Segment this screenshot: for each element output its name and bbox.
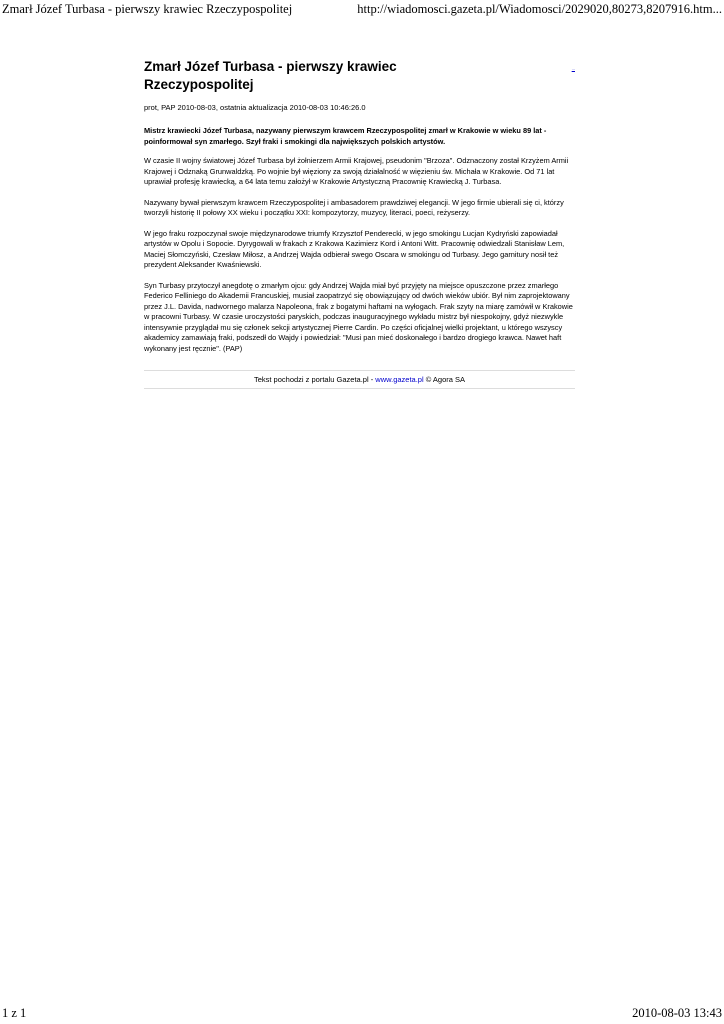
print-link[interactable]: ... [571,66,575,71]
article-paragraph-2: Nazywany bywał pierwszym krawcem Rzeczypospolitej i ambasadorem prawdziwej elegancji. W jego firmie ubierali się ci, którzy tworzyli historię II połowy XX wieku i początku XXI: kompozytorzy, muzycy, literaci, poeci, reżyserzy. [144,197,564,217]
article-paragraph-3: W jego fraku rozpoczynał swoje międzynarodowe triumfy Krzysztof Penderecki, w jego smokingu Lucjan Kydryński zapowiadał artystów w Opolu i Sopocie. Dyrygowali w frakach z Krakowa Kazimierz Kord i Antoni Witt. Pracownię odwiedzali Stanisław Lem, Maciej Słomczyński, Czesław Miłosz, a Andrzej Wajda odbierał swego Oscara w smokingu od Turbasy. Jego garnitury nosił też prezydent Aleksander Kwaśniewski. [144,228,565,269]
article-meta: prot, PAP 2010-08-03, ostatnia aktualizacja 2010-08-03 10:46:26.0 [144,103,366,112]
article [144,58,575,389]
print-datetime: 2010-08-03 13:43 [632,1006,722,1020]
article-paragraph-4: Syn Turbasy przytoczył anegdotę o zmarłym ojcu: gdy Andrzej Wajda miał być przyjęty na miejsce opuszczone przez zmarłego Federico Felliniego do Akademii Francuskiej, musiał zaopatrzyć się obowiązujący od dwóch wieków ubiór. Był nim zaprojektowany przez J.L. Davida, nadwornego malarza Napoleona, frak z bogatymi haftami na wyłogach. Frak szyty na miarę zamówił w Krakowie w pracowni Turbasy. W czasie uroczystości paryskich, podczas inauguracyjnego wykładu mistrz był niespokojny, gdyż niezwykle intensywnie przyglądał mu się członek sekcji artystycznej Pierre Cardin. Po części oficjalnej wielki projektant, u którego wszyscy akademicy zamawiają fraki, podszedł do Wajdy i powiedział: "Musi pan mieć doskonałego i bardzo drogiego krawca. Nawet haft wykonany jest ręcznie". (PAP) [144,280,573,353]
source-suffix: © Agora SA [423,375,466,384]
print-header [0,0,724,20]
article-lead: Mistrz krawiecki Józef Turbasa, nazywany pierwszym krawcem Rzeczypospolitej zmarł w Krakowie w wieku 89 lat - poinformował syn zmarłego. Szył fraki i smokingi dla największych polskich artystów. [144,126,547,146]
page-count: 1 z 1 [2,1006,27,1020]
source-prefix: Tekst pochodzi z portalu Gazeta.pl - [253,375,376,384]
print-url: http://wiadomosci.gazeta.pl/Wiadomosci/2029020,80273,8207916.htm... [357,2,722,16]
gazeta-link[interactable]: www.gazeta.pl [375,375,424,384]
source-credit [144,370,575,389]
print-page-title: Zmarł Józef Turbasa - pierwszy krawiec Rzeczypospolitej [2,2,293,16]
print-footer [0,1004,724,1024]
article-paragraph-1: W czasie II wojny światowej Józef Turbasa był żołnierzem Armii Krajowej, pseudonim "Brzoza". Odznaczony został Krzyżem Armii Krajowej i Odznaką Grunwaldzką. Po wojnie był więziony za swoją działalność w więzieniu św. Michała w Krakowie. Od 71 lat uprawiał profesję krawiecką, a 64 lata temu założył w Krakowie Artystyczną Pracownię Krawiecką J. Turbasa. [144,156,569,186]
article-title: Zmarł Józef Turbasa - pierwszy krawiec Rzeczypospolitej [144,59,397,92]
